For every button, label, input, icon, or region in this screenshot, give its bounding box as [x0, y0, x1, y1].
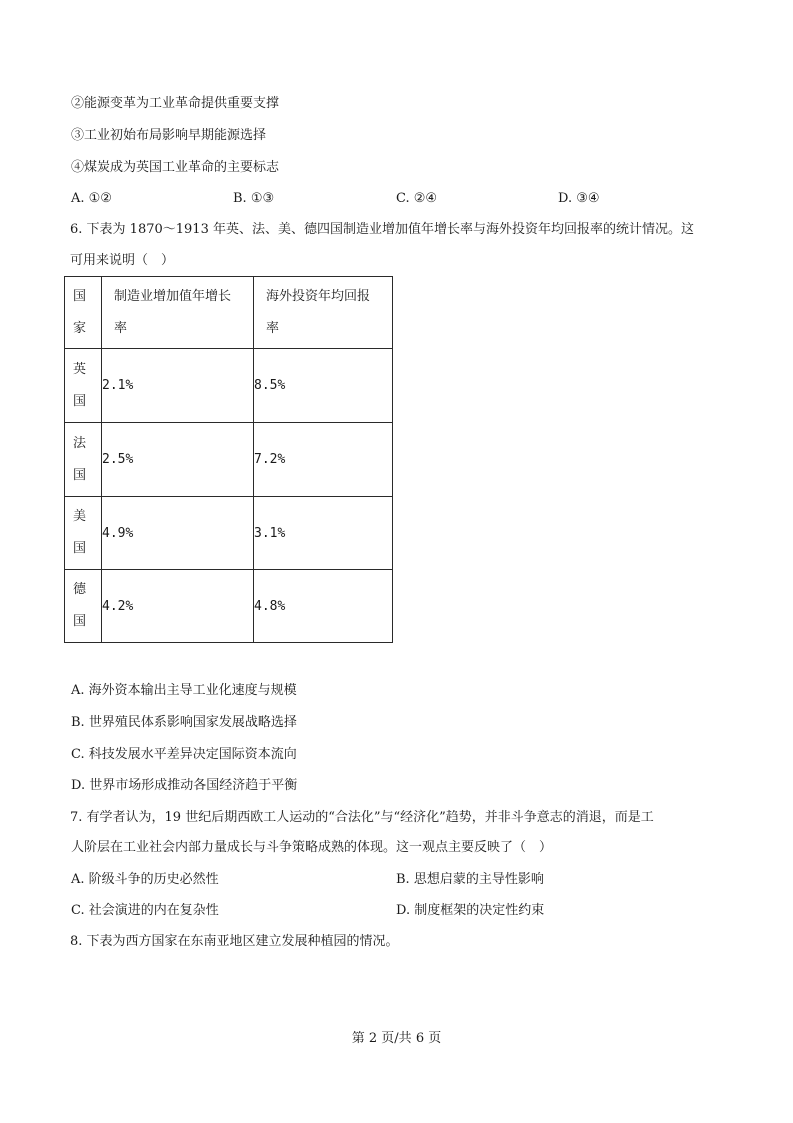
statement-4: ④煤炭成为英国工业革命的主要标志	[71, 160, 280, 175]
header-country-line2: 家	[73, 320, 87, 336]
q6-option-d[interactable]: D. 世界市场形成推动各国经济趋于平衡	[71, 778, 298, 793]
country-line2: 国	[73, 467, 87, 483]
q7-option-d[interactable]: D. 制度框架的决定性约束	[396, 903, 545, 918]
country-cell	[65, 349, 102, 423]
country-cell	[65, 423, 102, 497]
header-country	[65, 277, 102, 349]
overseas-return-cell: 4.8%	[254, 570, 393, 643]
q6-stem-line2: 可用来说明（ ）	[70, 253, 175, 268]
q7-stem-line2: 人阶层在工业社会内部力量成长与斗争策略成熟的体现。这一观点主要反映了（ ）	[71, 840, 553, 855]
q6-option-a[interactable]: A. 海外资本输出主导工业化速度与规模	[71, 683, 297, 698]
q6-stats-table	[64, 276, 393, 643]
country-cell	[65, 570, 102, 643]
manufacturing-growth-cell: 2.5%	[102, 423, 254, 497]
q6-option-b[interactable]: B. 世界殖民体系影响国家发展战略选择	[71, 715, 297, 730]
q5-option-c[interactable]: C. ②④	[396, 191, 438, 206]
header-overseas-line2: 率	[266, 320, 280, 336]
q7-stem-line1: 7. 有学者认为，19 世纪后期西欧工人运动的“合法化”与“经济化”趋势，并非斗争意志的消退，而是工	[70, 810, 654, 825]
table-row	[65, 497, 393, 570]
q7-option-c[interactable]: C. 社会演进的内在复杂性	[71, 903, 219, 918]
manufacturing-growth-cell: 4.2%	[102, 570, 254, 643]
q8-stem: 8. 下表为西方国家在东南亚地区建立发展种植园的情况。	[70, 934, 399, 949]
country-line1: 法	[73, 435, 87, 451]
country-cell	[65, 497, 102, 570]
header-manufacturing-line2: 率	[114, 320, 128, 336]
table-row	[65, 570, 393, 643]
country-line2: 国	[73, 541, 87, 556]
table-row	[65, 423, 393, 497]
header-manufacturing	[102, 277, 254, 349]
header-country-line1: 国	[73, 288, 87, 304]
q5-options	[71, 191, 721, 207]
q7-options-row1	[71, 872, 721, 888]
country-line2: 国	[73, 393, 87, 409]
country-line1: 美	[73, 509, 87, 524]
table-header-row	[65, 277, 393, 349]
header-manufacturing-line1: 制造业增加值年增长	[114, 288, 232, 304]
q6-option-c[interactable]: C. 科技发展水平差异决定国际资本流向	[71, 747, 297, 762]
q5-option-b[interactable]: B. ①③	[233, 191, 275, 206]
overseas-return-cell: 3.1%	[254, 497, 393, 570]
header-overseas-line1: 海外投资年均回报	[266, 288, 371, 304]
manufacturing-growth-cell: 2.1%	[102, 349, 254, 423]
country-line1: 英	[73, 361, 87, 377]
q6-stem-line1: 6. 下表为 1870～1913 年英、法、美、德四国制造业增加值年增长率与海外投资年均回报率的统计情况。这	[70, 222, 694, 237]
overseas-return-cell: 8.5%	[254, 349, 393, 423]
table-row	[65, 349, 393, 423]
manufacturing-growth-cell: 4.9%	[102, 497, 254, 570]
q5-option-a[interactable]: A. ①②	[71, 191, 112, 206]
country-line2: 国	[73, 614, 87, 629]
statement-3: ③工业初始布局影响早期能源选择	[71, 128, 267, 143]
q7-option-a[interactable]: A. 阶级斗争的历史必然性	[71, 872, 219, 887]
country-line1: 德	[73, 582, 87, 597]
q5-option-d[interactable]: D. ③④	[558, 191, 600, 206]
q7-options-row2	[71, 903, 721, 919]
statement-2: ②能源变革为工业革命提供重要支撑	[71, 96, 280, 111]
overseas-return-cell: 7.2%	[254, 423, 393, 497]
page-footer: 第 2 页/共 6 页	[351, 1031, 442, 1046]
q7-option-b[interactable]: B. 思想启蒙的主导性影响	[396, 872, 544, 887]
header-overseas	[254, 277, 393, 349]
